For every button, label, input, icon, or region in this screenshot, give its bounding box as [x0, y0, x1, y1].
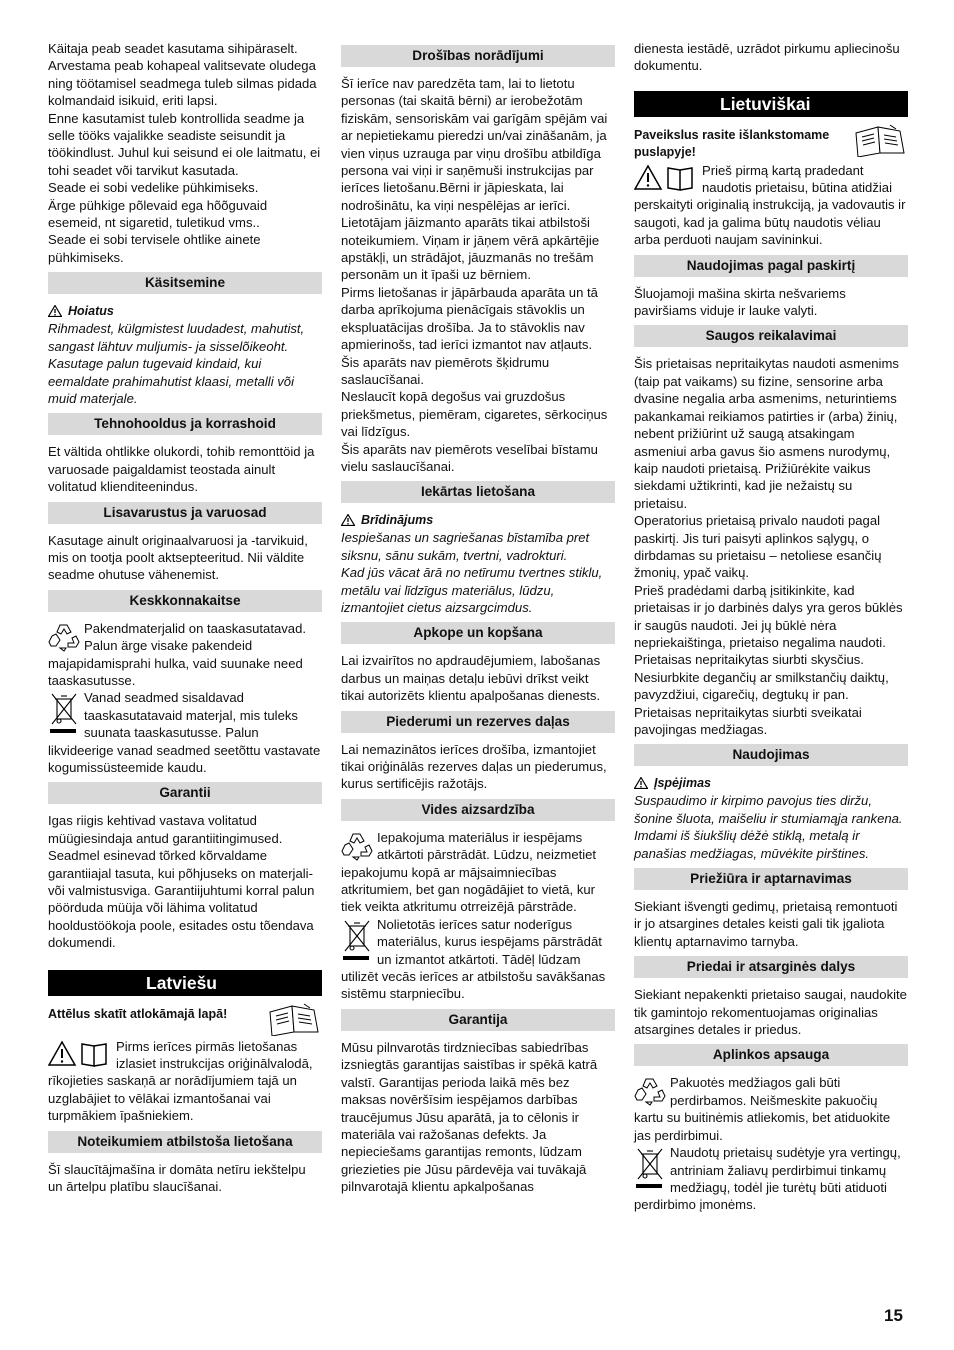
- warning-icon: [48, 305, 62, 317]
- section-heading: Iekārtas lietošana: [341, 481, 615, 503]
- paragraph: Lietotājam jāizmanto aparāts tikai atbilstoši noteikumiem. Viņam ir jāņem vērā apkārtējie apstākļi, un strādājot, jāuzmanās no trešām personām un it īpaši uz bērniem.: [341, 215, 600, 283]
- section-heading: Apkope un kopšana: [341, 622, 615, 644]
- paragraph: Prieš pirmą kartą pradedant naudotis prietaisu, būtina atidžiai perskaityti originalią instrukciją, ja vadovautis ir saugoti, kad ja galima būtų naudotis vėliau arba perduoti naujam savininkui.: [634, 162, 906, 248]
- paragraph: Šis aparāts nav piemērots šķidrumu saslaucīšanai.: [341, 354, 550, 387]
- paragraph: Šis aparāts nav piemērots veselībai bīstamu vielu saslaucīšanai.: [341, 441, 598, 474]
- section-heading: Priedai ir atsarginės dalys: [634, 956, 908, 978]
- recycling-icon: [48, 622, 80, 652]
- section-heading: Noteikumiem atbilstoša lietošana: [48, 1131, 322, 1153]
- section-heading: Keskkonnakaitse: [48, 590, 322, 612]
- warning-manual-icon: [634, 164, 698, 192]
- paragraph: Nolietotās ierīces satur noderīgus materiālus, kurus iespējams pārstrādāt un izmantot atkārtoti. Tādēļ lūdzam utilizēt vecās ierīces ar atbilstošu savākšanas sistēmu starpniecību.: [341, 916, 606, 1002]
- paragraph: Siekiant nepakenkti prietaiso saugai, naudokite tik gamintojo rekomentuojamas originalias atsargines detales ir priedus.: [634, 987, 907, 1038]
- paragraph: Mūsu pilnvarotās tirdzniecības sabiedrības izsniegtās garantijas saistības ir spēkā katrā valstī. Garantijas perioda laikā mēs bez maksas novēršīsim iespējamos darbības traucējumus Jūsu aparātā, ja to cēlonis ir materiāla vai ražošanas defekts. Ja nepieciešams garantijas remonts, lūdzam griezieties pie Jūsu pārdevēja vai tuvākajā pilnvarotajā klientu apkalpošanas: [341, 1039, 598, 1195]
- wheelie-bin-crossed-icon: [341, 918, 373, 964]
- wheelie-bin-crossed-icon: [634, 1146, 666, 1192]
- warning-label-text: Brīdinājums: [361, 513, 434, 528]
- see-pictures-note: Paveikslus rasite išlankstomame puslapyje!: [634, 127, 830, 160]
- paragraph: Prietaisas nepritaikytas siurbti skysčius.: [634, 652, 864, 668]
- wheelie-bin-crossed-icon: [48, 691, 80, 737]
- paragraph: Enne kasutamist tuleb kontrollida seadme ja selle tööks vajalikke seadiste seisundit ja töökindlust. Juhul kui seisund ei ole laitmatu, ei tohi seadet või tarvikut kasutada.: [48, 110, 321, 178]
- recycling-icon: [634, 1076, 666, 1106]
- paragraph: Et vältida ohtlikke olukordi, tohib remonttöid ja varuosade paigaldamist teostada ainult volitatud klienditeenindus.: [48, 444, 315, 495]
- paragraph: Pirms lietošanas ir jāpārbauda aparāta un tā darba aprīkojuma pienācīgais stāvoklis un ekspluatācijas drošība. Ja to stāvoklis nav apmierinošs, tad ierīci izmantot nav atļauts.: [341, 284, 598, 353]
- page-number: 15: [884, 1306, 903, 1325]
- warning-manual-icon: [48, 1040, 112, 1068]
- paragraph: Seade ei sobi tervisele ohtlike ainete pühkimiseks.: [48, 232, 261, 265]
- section-heading: Drošības norādījumi: [341, 45, 615, 67]
- warning-text: Imdami iš šiukšlių dėžė stiklą, metalą ir panašias medžiagas, mūvėkite pirštines.: [634, 828, 870, 861]
- paragraph: Kasutage ainult originaalvaruosi ja -tarvikuid, mis on tootja poolt aktsepteeritud. Nii väldite seadme ohutuse vähenemist.: [48, 532, 308, 583]
- open-book-icon: [852, 123, 908, 157]
- paragraph: Prietaisas nepritaikytas siurbti sveikatai pavojingas medžiagas.: [634, 704, 862, 737]
- column-1: [48, 40, 322, 1196]
- language-heading: Lietuviškai: [634, 91, 908, 117]
- paragraph: Lai izvairītos no apdraudējumiem, labošanas darbus un maiņas detaļu iebūvi drīkst veikt tikai autorizēts klientu apalpošanas dienests.: [341, 653, 601, 704]
- section-heading: Käsitsemine: [48, 272, 322, 294]
- warning-label-text: Įspėjimas: [654, 776, 711, 791]
- column-3: [634, 40, 908, 1214]
- paragraph: Šī slaucītājmašīna ir domāta netīru iekštelpu un ārtelpu platību slaucīšanai.: [48, 1161, 306, 1195]
- section-heading: Piederumi un rezerves daļas: [341, 711, 615, 733]
- paragraph: Igas riigis kehtivad vastava volitatud müügiesindaja antud garantiitingimused. Seadmel esinevad tõrked kõrvaldame garantiiajal tasuta, kui põhjuseks on materjali- või valmistusviga. Garantiijuhtumi korral palun pöörduda müüja või lähima volitatud hooldustöökoja poole, esitades ostu tõendava dokumendi.: [48, 813, 315, 951]
- section-heading: Lisavarustus ja varuosad: [48, 502, 322, 524]
- open-book-icon: [266, 1002, 322, 1036]
- section-heading: Aplinkos apsauga: [634, 1044, 908, 1066]
- warning-text: Iespiešanas un sagriešanas bīstamība pret siksnu, sānu sukām, tvertni, vadrokturi.: [341, 530, 590, 563]
- section-heading: Garantii: [48, 782, 322, 804]
- paragraph: Operatorius prietaisą privalo naudoti pagal paskirtį. Jis turi paisyti aplinkos sąlygų, o dirbdamas su prietaisu – netoliese esančių žmonių, ypač vaikų.: [634, 513, 882, 581]
- paragraph: Naudotų prietaisų sudėtyje yra vertingų, antriniam žaliavų perdirbimui tinkamų medžiagų, todėl jie turėtų būti atiduoti perdirbimo įmonėms.: [634, 1145, 901, 1213]
- language-heading: Latviešu: [48, 970, 322, 996]
- see-pictures-note: Attēlus skatīt atlokāmajā lapā!: [48, 1006, 228, 1021]
- section-heading: Tehnohooldus ja korrashoid: [48, 413, 322, 435]
- paragraph: Iepakojuma materiālus ir iespējams atkārtoti pārstrādāt. Lūdzu, neizmetiet iepakojumu kopā ar mājsaimniecības atkritumiem, bet gan nogādājiet to vietā, kur tiek veikta atkritumu otrreizējā pārstrāde.: [341, 829, 597, 915]
- warning-label: [48, 302, 322, 320]
- paragraph: Nesiurbkite degančių ar smilkstančių daiktų, pavyzdžiui, cigarečių, degtukų ir pan.: [634, 669, 889, 703]
- warning-text: Suspaudimo ir kirpimo pavojus ties diržu, šonine šluota, maišeliu ir stumiamąja rankena.: [634, 793, 903, 826]
- paragraph: Šluojamoji mašina skirta nešvariems paviršiams viduje ir lauke valyti.: [634, 285, 846, 319]
- paragraph: Seade ei sobi vedelike pühkimiseks.: [48, 180, 259, 196]
- warning-label: [634, 774, 908, 792]
- warning-text: Rihmadest, külgmistest luudadest, mahutist, sangast lähtuv muljumis- ja sisselõikeoht.: [48, 321, 305, 354]
- section-heading: Saugos reikalavimai: [634, 325, 908, 347]
- warning-icon: [634, 777, 648, 789]
- paragraph: Pirms ierīces pirmās lietošanas izlasiet instrukcijas oriģinālvalodā, rīkojieties saskaņā ar norādījumiem tajā un uzglabājiet to vēlākai izmantošanai vai turpmākiem īpašniekiem.: [48, 1038, 313, 1124]
- warning-text: Kasutage palun tugevaid kindaid, kui eemaldate prahimahutist klaasi, metalli või muid materjale.: [48, 356, 294, 406]
- warning-icon: [341, 514, 355, 526]
- paragraph: Käitaja peab seadet kasutama sihipäraselt. Arvestama peab kohapeal valitsevate oludega ning töötamisel seadmega tuleb silmas pidada kolmandaid isikuid, eriti lapsi.: [48, 41, 317, 109]
- section-heading: Vides aizsardzība: [341, 799, 615, 821]
- warning-label: [341, 511, 615, 529]
- section-heading: Garantija: [341, 1009, 615, 1031]
- recycling-icon: [341, 831, 373, 861]
- paragraph: Šis prietaisas nepritaikytas naudoti asmenims (taip pat vaikams) su fizine, sensorine arba dvasine negalia arba asmenims, neturintiems pakankamai reikiamos patirties ir (arba) žinių, nebent prižiūrint už saugą atsakingam asmeniui arba gavus šio asmens nurodymų, kaip naudoti prietaisą. Prižiūrėkite vaikus siekdami užtikrinti, kad jie nežaistų su prietaisu.: [634, 356, 899, 511]
- section-heading: Priežiūra ir aptarnavimas: [634, 868, 908, 890]
- paragraph: Lai nemazinātos ierīces drošība, izmantojiet tikai oriģinālās rezerves daļas un piederumus, kurus sertificējis ražotājs.: [341, 741, 607, 792]
- paragraph: Neslaucīt kopā degošus vai gruzdošus priekšmetus, piemēram, cigaretes, sērkociņus vai līdzīgus.: [341, 389, 608, 440]
- paragraph: Siekiant išvengti gedimų, prietaisą remontuoti ir jo atsargines detales keisti gali tik įgaliota klientų aptarnavimo tarnyba.: [634, 899, 898, 949]
- section-heading: Naudojimas pagal paskirtį: [634, 255, 908, 277]
- paragraph: Šī ierīce nav paredzēta tam, lai to lietotu personas (tai skaitā bērni) ar ierobežotām fiziskām, sensoriskām vai garīgām spējām vai ar nepietiekamu pieredzi un/vai zināšanām, ja vien viņus uzrauga par viņu drošību atbildīga persona vai viņi ir saņēmuši instrukcijas par ierīces lietošanu.Bērni ir jāpieskata, lai nodrošinātu, ka viņi nespēlējas ar ierīci.: [341, 76, 608, 213]
- paragraph: dienesta iestādē, uzrādot pirkumu apliecinošu dokumentu.: [634, 41, 900, 74]
- warning-text: Kad jūs vācat ārā no netīrumu tvertnes stiklu, metālu vai līdzīgus materiālus, lūdzu, izmantojiet cietus aizsargcimdus.: [341, 565, 603, 615]
- paragraph: Ärge pühkige põlevaid ega hõõguvaid esemeid, nt sigaretid, tuletikud vms..: [48, 197, 268, 231]
- paragraph: Pakendmaterjalid on taaskasutatavad. Palun ärge visake pakendeid majapidamisprahi hulka, vaid suunake need taaskasutusse.: [48, 620, 307, 688]
- paragraph: Vanad seadmed sisaldavad taaskasutatavaid materjal, mis tuleks suunata taaskasutusse. Palun likvideerige vanad seadmed seetõttu vastavate kogumissüsteemide kaudu.: [48, 690, 321, 775]
- paragraph: Prieš pradėdami darbą įsitikinkite, kad prietaisas ir jo darbinės dalys yra geros būklės ir saugūs naudoti. Jei jų būklė nėra nepriekaištinga, prietaiso negalima naudoti.: [634, 582, 903, 650]
- column-2: [341, 40, 615, 1196]
- warning-label-text: Hoiatus: [68, 304, 114, 319]
- paragraph: Pakuotės medžiagos gali būti perdirbamos. Neišmeskite pakuočių kartu su buitinėmis atliekomis, bet atiduokite jas perdirbimui.: [634, 1075, 891, 1143]
- section-heading: Naudojimas: [634, 744, 908, 766]
